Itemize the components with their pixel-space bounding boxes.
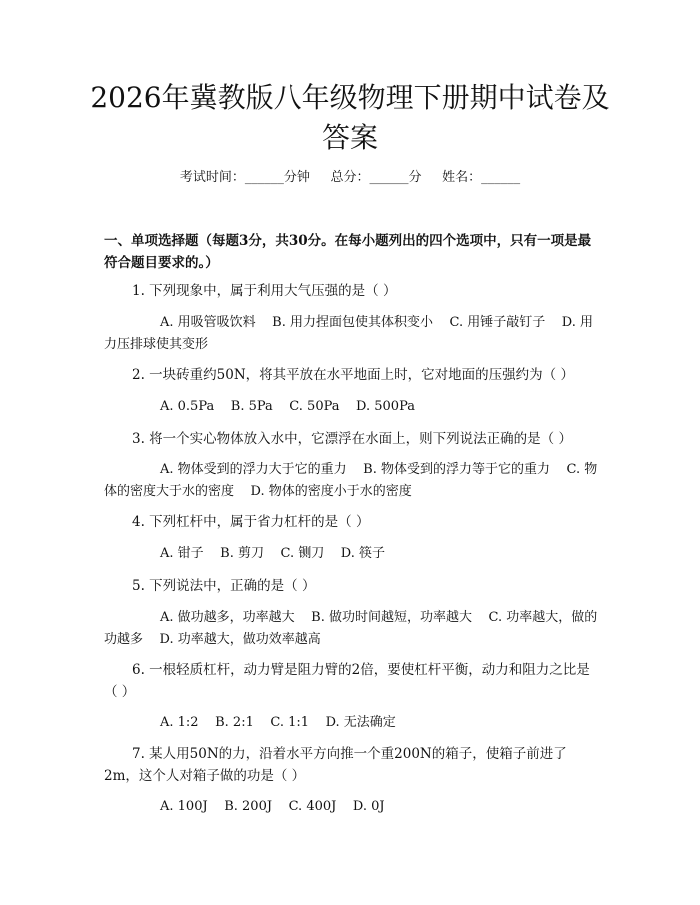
exam-info-line: 考试时间：______分钟 总分：______分 姓名：______	[179, 170, 521, 185]
question-1-options: A. 用吸管吸饮料 B. 用力捏面包使其体积变小 C. 用锤子敲钉子 D. 用力压排球使其变形	[104, 315, 594, 352]
question-6-stem: 6. 一根轻质杠杆，动力臂是阻力臂的2倍，要使杠杆平衡，动力和阻力之比是（ ）	[104, 662, 590, 700]
document-title: 2026年冀教版八年级物理下册期中试卷及答案	[90, 81, 610, 154]
question-2-stem: 2. 一块砖重约50N，将其平放在水平地面上时，它对地面的压强约为（ ）	[132, 367, 574, 383]
question-5-stem: 5. 下列说法中，正确的是（ ）	[132, 578, 316, 594]
question-1-stem: 1. 下列现象中，属于利用大气压强的是（ ）	[132, 283, 397, 299]
question-7-stem: 7. 某人用50N的力，沿着水平方向推一个重200N的箱子，使箱子前进了2m，这个人对箱子做的功是（ ）	[104, 746, 567, 784]
section-heading: 一、单项选择题（每题3分，共30分。在每小题列出的四个选项中，只有一项是最符合题目要求的。）	[104, 233, 592, 271]
question-3-options: A. 物体受到的浮力大于它的重力 B. 物体受到的浮力等于它的重力 C. 物体的密度大于水的密度 D. 物体的密度小于水的密度	[104, 462, 598, 499]
question-4-stem: 4. 下列杠杆中，属于省力杠杆的是（ ）	[132, 514, 370, 530]
question-2-options: A. 0.5Pa B. 5Pa C. 50Pa D. 500Pa	[160, 399, 415, 414]
question-6-options: A. 1:2 B. 2:1 C. 1:1 D. 无法确定	[160, 715, 396, 730]
question-4-options: A. 钳子 B. 剪刀 C. 铡刀 D. 筷子	[160, 546, 386, 561]
question-7-options: A. 100J B. 200J C. 400J D. 0J	[160, 799, 385, 814]
question-3-stem: 3. 将一个实心物体放入水中，它漂浮在水面上，则下列说法正确的是（ ）	[132, 431, 572, 447]
question-5-options: A. 做功越多，功率越大 B. 做功时间越短，功率越大 C. 功率越大，做的功越多 D. 功率越大，做功效率越高	[104, 610, 598, 647]
